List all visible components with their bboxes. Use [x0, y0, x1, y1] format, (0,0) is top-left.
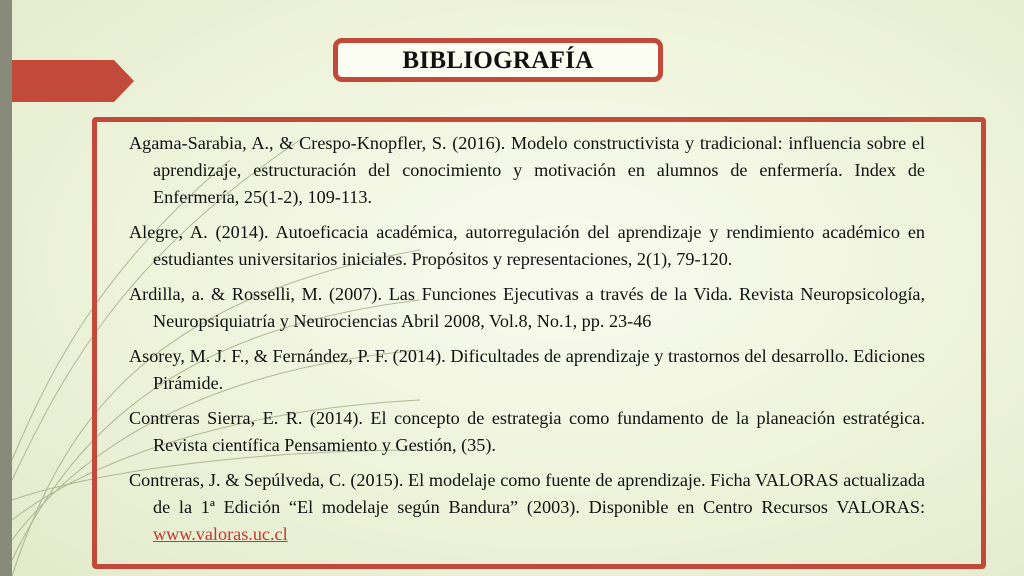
reference-text: Contreras, J. & Sepúlveda, C. (2015). El modelaje como fuente de aprendizaje. Ficha VALORAS actualizada de la 1ª Edición “El modelaje según Bandura” (2003). Disponible en Centro Recursos VALORAS: [129, 470, 925, 517]
reference-text: Ardilla, a. & Rosselli, M. (2007). Las Funciones Ejecutivas a través de la Vida. Revista Neuropsicología, Neuropsiquiatría y Neurociencias Abril 2008, Vol.8, No.1, pp. 23-46 [129, 284, 925, 331]
valoras-link[interactable]: www.valoras.uc.cl [153, 524, 288, 544]
reference-item [129, 281, 925, 335]
title-box [333, 38, 663, 82]
reference-item [129, 405, 925, 459]
reference-item [129, 130, 925, 211]
reference-item [129, 219, 925, 273]
reference-item [129, 467, 925, 548]
page-title: BIBLIOGRAFÍA [402, 47, 594, 74]
title-arrow-icon [12, 60, 134, 102]
reference-text: Contreras Sierra, E. R. (2014). El concepto de estrategia como fundamento de la planeación estratégica. Revista científica Pensamiento y Gestión, (35). [129, 408, 925, 455]
reference-text: Agama-Sarabia, A., & Crespo-Knopfler, S. (2016). Modelo constructivista y tradicional: influencia sobre el aprendizaje, estructuración del conocimiento y motivación en alumnos de enfermería. Index de Enfermería, 25(1-2), 109-113. [129, 133, 925, 207]
reference-item [129, 343, 925, 397]
bibliography-box [92, 117, 986, 569]
reference-text: Asorey, M. J. F., & Fernández, P. F. (2014). Dificultades de aprendizaje y trastornos del desarrollo. Ediciones Pirámide. [129, 346, 925, 393]
reference-text: Alegre, A. (2014). Autoeficacia académica, autorregulación del aprendizaje y rendimiento académico en estudiantes universitarios iniciales. Propósitos y representaciones, 2(1), 79-120. [129, 222, 925, 269]
